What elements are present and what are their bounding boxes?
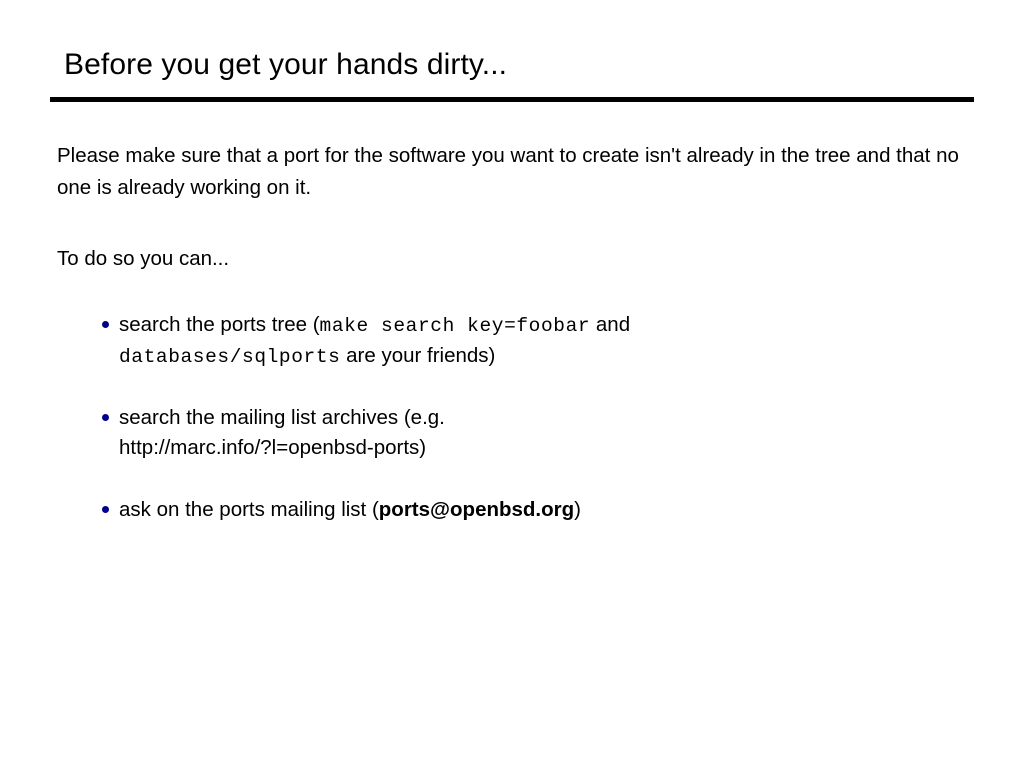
bullet-text-ask-lead: ask on the ports mailing list ( [119, 497, 379, 521]
bullet-text-archives: search the mailing list archives (e.g. [119, 406, 445, 430]
code-databases-sqlports: databases/sqlports [119, 346, 341, 369]
list-item [57, 403, 967, 464]
bullet-dot-icon [102, 506, 109, 513]
mailing-list-email[interactable]: ports@openbsd.org [378, 497, 575, 521]
bullet-text-middle: and [590, 313, 631, 337]
bullet-text-ask-tail: ) [574, 497, 581, 521]
list-item [57, 310, 967, 372]
bullet-text-lead: search the ports tree ( [119, 313, 320, 337]
code-make-search: make search key=foobar [319, 315, 591, 338]
intro-paragraph: Please make sure that a port for the software you want to create isn't already in the tree and that no one is already working on it. [57, 144, 959, 199]
bullet-text-tail: are your friends) [340, 344, 496, 368]
bullet-list [57, 310, 967, 525]
archives-url[interactable]: http://marc.info/?l=openbsd-ports) [119, 436, 427, 460]
slide-body [57, 140, 967, 525]
list-item [57, 495, 967, 525]
bullet-dot-icon [102, 414, 109, 421]
second-paragraph: To do so you can... [57, 246, 230, 270]
page-title: Before you get your hands dirty... [64, 48, 508, 81]
title-divider [50, 97, 974, 102]
bullet-dot-icon [102, 321, 109, 328]
